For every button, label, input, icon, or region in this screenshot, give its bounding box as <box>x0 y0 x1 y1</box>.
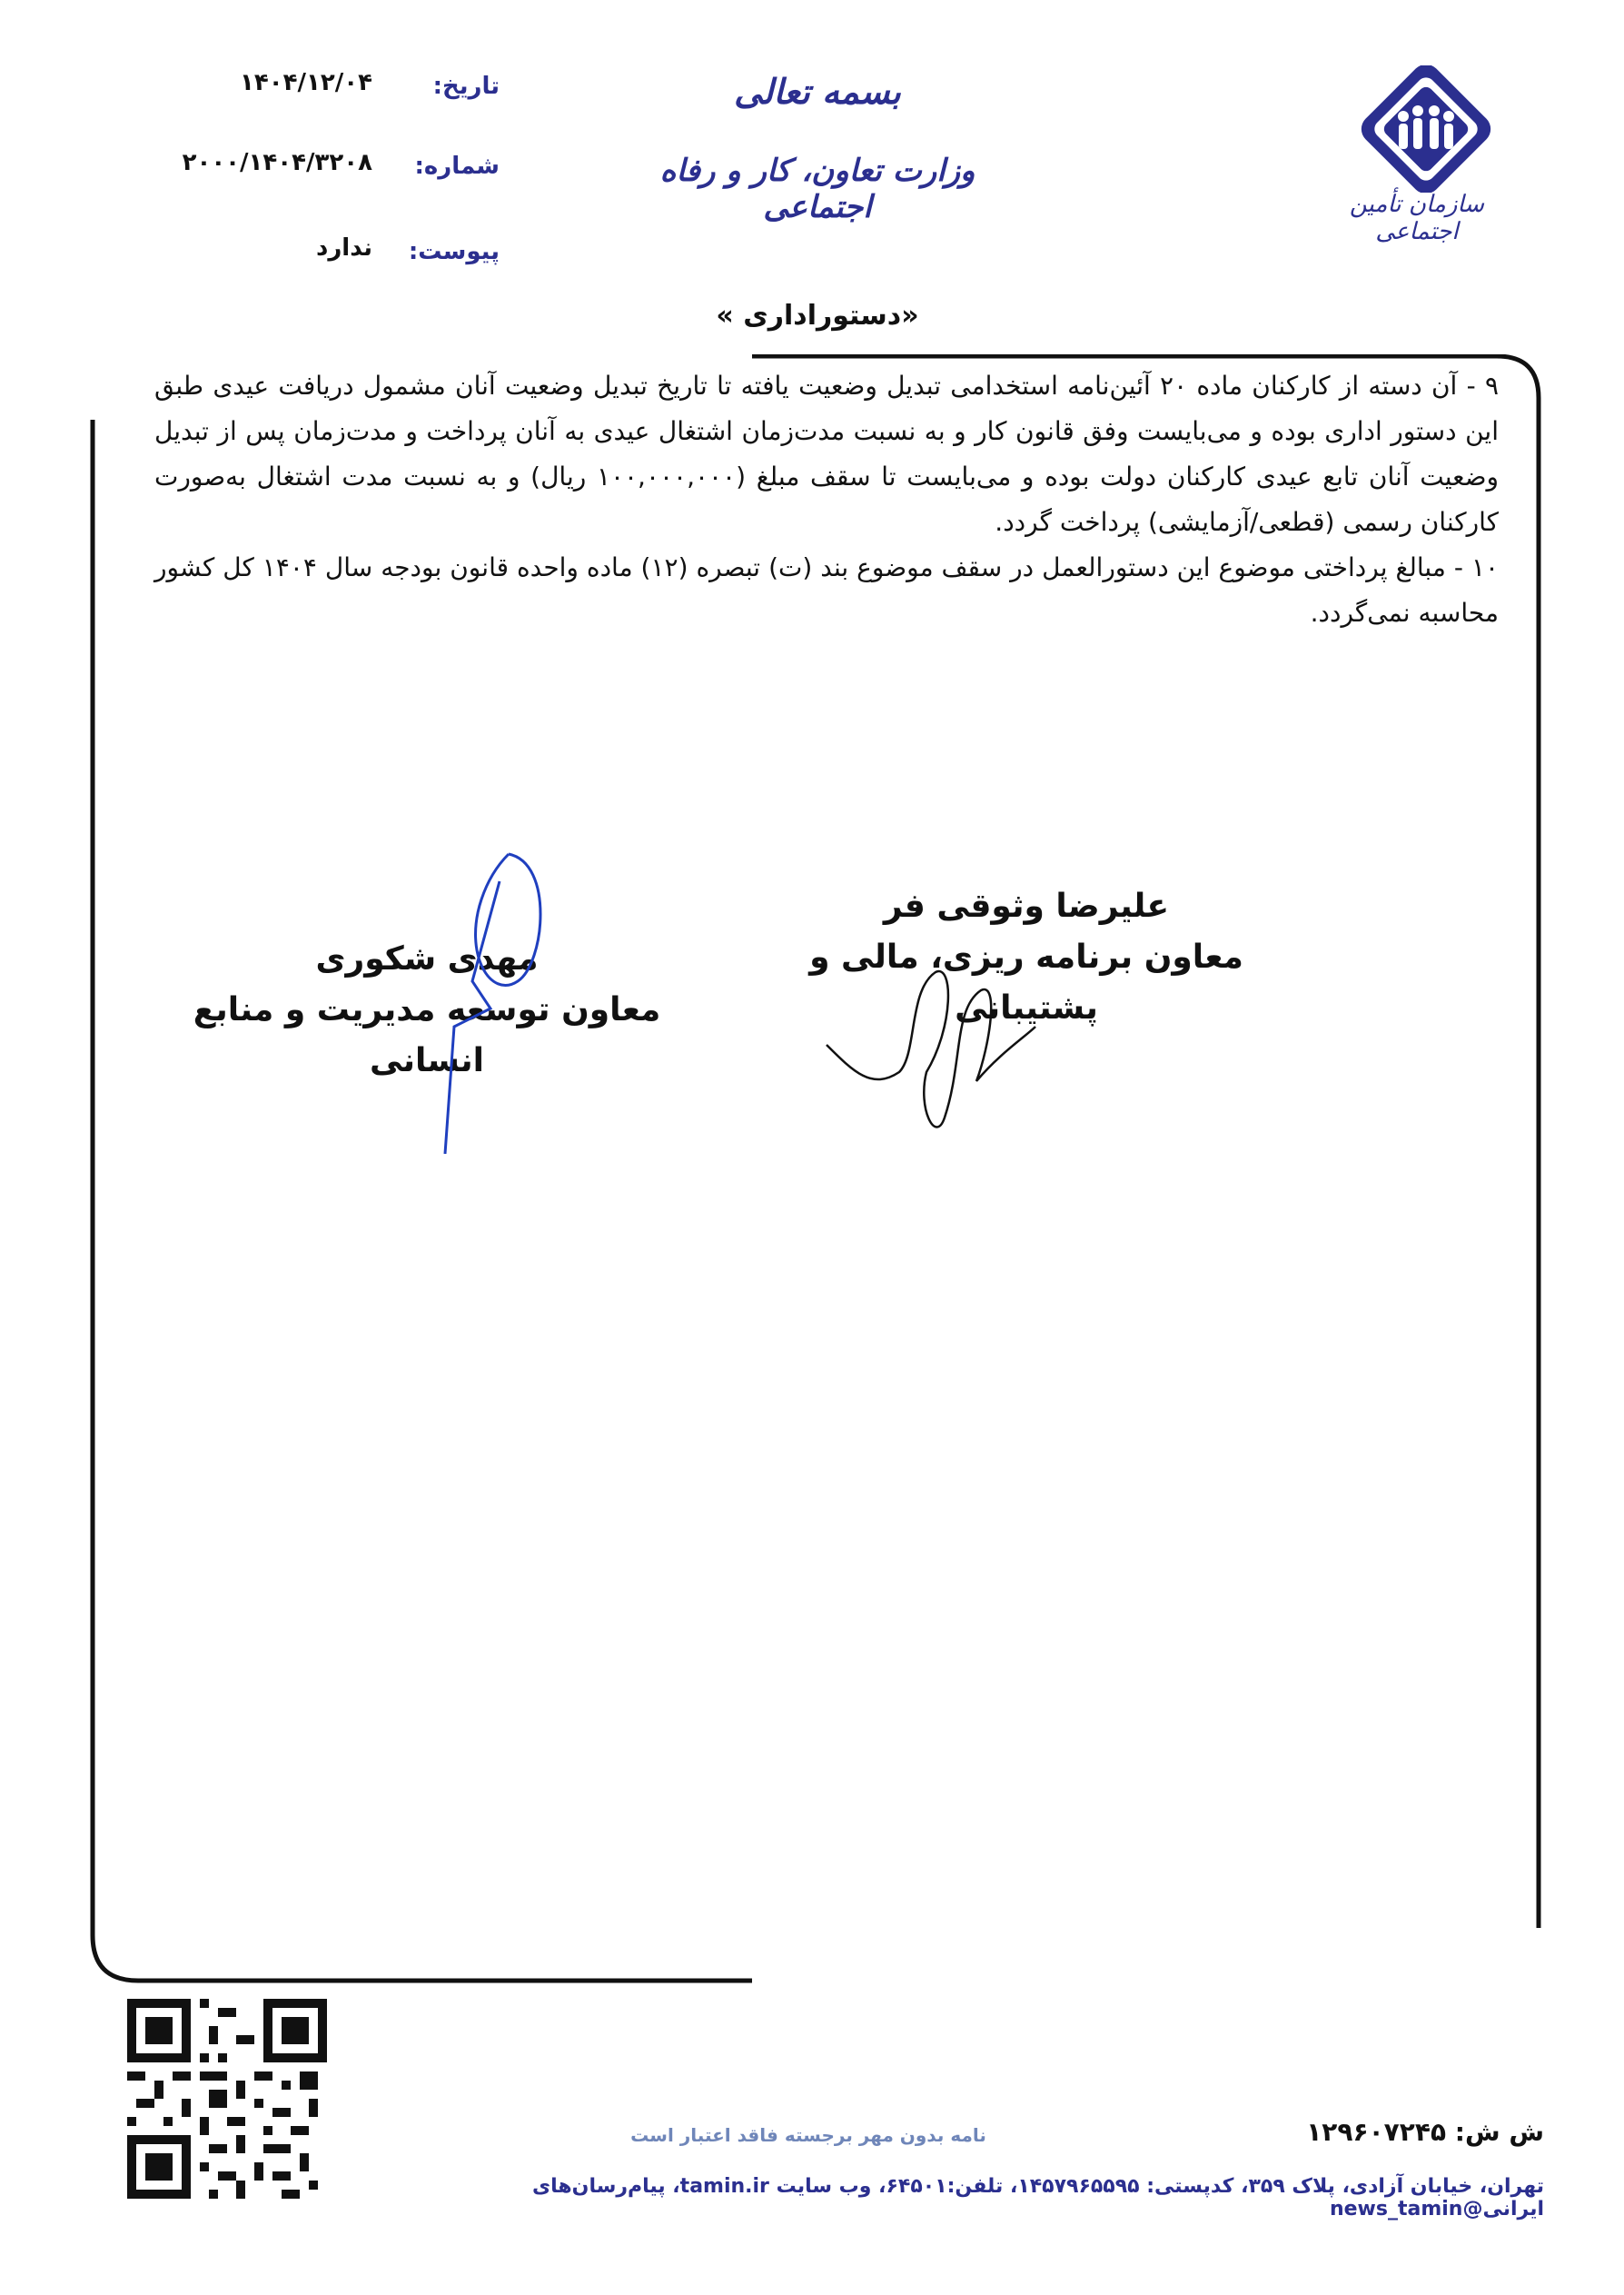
date-value: ۱۴۰۴/۱۲/۰۴ <box>240 69 372 96</box>
logo-caption: سازمان تأمین اجتماعی <box>1349 191 1485 245</box>
attachment-label: پیوست: <box>408 238 500 265</box>
tamin-ejtemaei-logo-icon <box>1340 65 1512 193</box>
signer-title-right-line1: معاون برنامه ریزی، مالی و <box>809 939 1243 976</box>
signer-title-left: معاون توسعه مدیریت و منابع انسانی <box>193 991 661 1079</box>
footer-address: تهران، خیابان آزادی، پلاک ۳۵۹، کدپستی: ۱۴۵۷۹۶۵۵۹۵، تلفن:۶۴۵۰۱، وب سایت tamin.ir، پیام‌رسان‌های ایرانی@news_tamin <box>532 2175 1544 2220</box>
signer-name-left: مهدی شکوری <box>315 940 539 978</box>
handwritten-signature-left-icon <box>363 845 618 1154</box>
ministry-name: وزارت تعاون، کار و رفاه اجتماعی <box>659 153 975 225</box>
signer-title-right-line2: پشتیبانی <box>955 989 1098 1027</box>
qr-code-icon <box>127 1999 327 2199</box>
paragraph-10: ۱۰ - مبالغ پرداختی موضوع این دستورالعمل در سقف موضوع بند (ت) تبصره (۱۲) ماده واحده قانون بودجه سال ۱۴۰۴ کل کشور محاسبه نمی‌گردد. <box>154 552 1500 628</box>
number-value: ۲۰۰۰/۱۴۰۴/۳۲۰۸ <box>182 149 372 176</box>
document-body <box>154 363 1499 636</box>
date-label: تاریخ: <box>432 73 500 100</box>
attachment-value: ندارد <box>315 234 372 262</box>
handwritten-signature-right-icon <box>817 936 1108 1145</box>
document-title: «دستوراداری » <box>716 300 919 332</box>
number-label: شماره: <box>414 153 500 180</box>
signer-name-right: علیرضا وثوقی فر <box>883 888 1170 925</box>
basmala: بسمه تعالی <box>734 71 901 112</box>
serial-number: ش ش: ۱۲۹۶۰۷۲۴۵ <box>1306 2117 1544 2147</box>
validity-note: نامه بدون مهر برجسته فاقد اعتبار است <box>630 2124 986 2146</box>
paragraph-9: ۹ - آن دسته از کارکنان ماده ۲۰ آئین‌نامه استخدامی تبدیل وضعیت یافته تا تاریخ تبدیل وضعیت آنان مشمول دریافت عیدی طبق این دستور اداری بوده و می‌بایست وفق قانون کار و به نسبت مدت‌زمان اشتغال عیدی به آنان پرداخت و مدت‌زمان پس از تبدیل وضعیت آنان تابع عیدی کارکنان دولت بوده و می‌بایست تا سقف مبلغ (۱۰۰,۰۰۰,۰۰۰ ریال) و به نسبت مدت اشتغال به‌صورت کارکنان رسمی (قطعی/آزمایشی) پرداخت گردد. <box>154 371 1499 537</box>
